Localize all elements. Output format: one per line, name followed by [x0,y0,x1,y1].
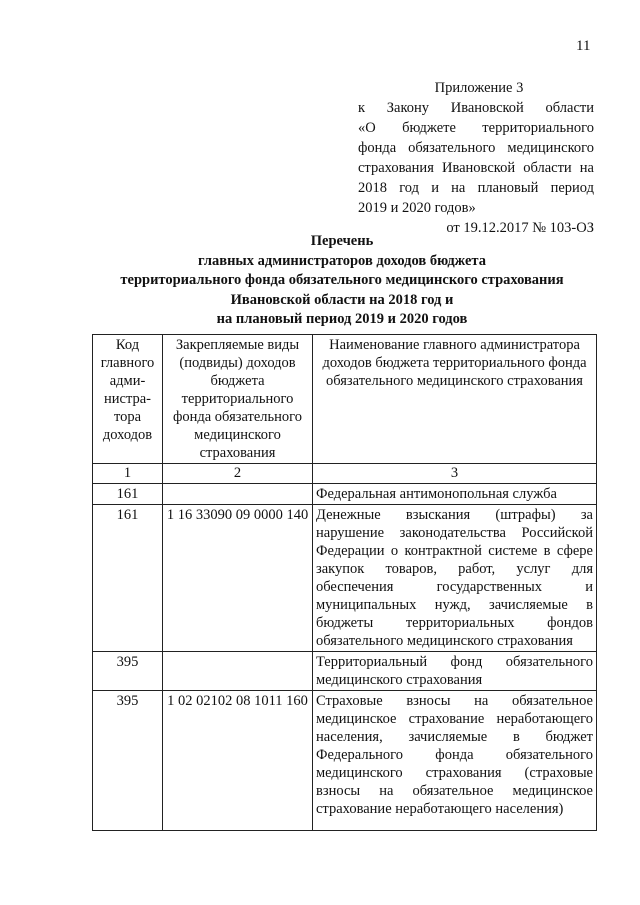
document-title [88,232,596,330]
table-row [93,691,597,831]
column-number: 1 [93,464,163,484]
admin-code-cell: 161 [93,505,163,652]
income-code-cell: 1 02 02102 08 1011 160 [163,691,313,831]
appendix-date-number: от 19.12.2017 № 103-ОЗ [446,220,594,236]
appendix-line: страхования Ивановской области на [358,160,594,176]
header-income-type: Закрепляемые виды (подвиды) доходов бюджета территориального фонда обязательного медицинского страхования [163,335,313,464]
admin-name-cell: Страховые взносы на обязательное медицинское страхование неработающего населения, зачисляемые в бюджет Федерального фонда обязательного медицинского страхования (страховые взносы на обязательное медицинское страхование неработающего населения) [313,691,597,831]
admin-name-cell: Территориальный фонд обязательного медицинского страхования [313,652,597,691]
column-number-row [93,464,597,484]
title-line: Ивановской области на 2018 год и [230,291,454,308]
appendix-line: Приложение 3 [434,80,524,96]
table-row [93,505,597,652]
appendix-line: 2018 год и на плановый период [358,180,594,196]
table-row [93,652,597,691]
admin-name-cell: Федеральная антимонопольная служба [313,484,597,505]
page-number: 11 [576,38,591,54]
income-code-cell: 1 16 33090 09 0000 140 [163,505,313,652]
appendix-block [358,78,594,238]
appendix-line: 2019 и 2020 годов» [358,200,476,216]
admin-name-cell: Денежные взыскания (штрафы) за нарушение законодательства Российской Федерации о контрактной системе в сфере закупок товаров, работ, услуг для обеспечения государственных и муниципальных нужд, зачисляемые в бюджеты территориальных фондов обязательного медицинского страхования [313,505,597,652]
appendix-line: фонда обязательного медицинского [358,140,594,156]
income-code-cell [163,652,313,691]
appendix-line: к Закону Ивановской области [358,100,594,116]
column-number: 2 [163,464,313,484]
header-admin-code: Код главного адми-нистра-тора доходов [93,335,163,464]
administrators-table [92,334,597,831]
income-code-cell [163,484,313,505]
header-admin-name: Наименование главного администратора доходов бюджета территориального фонда обязательного медицинского страхования [313,335,597,464]
admin-code-cell: 395 [93,652,163,691]
title-line: территориального фонда обязательного медицинского страхования [120,272,564,288]
table-row [93,484,597,505]
table-header-row [93,335,597,464]
admin-code-cell: 395 [93,691,163,831]
title-line: Перечень [310,233,374,249]
admin-code-cell: 161 [93,484,163,505]
title-line: на плановый период 2019 и 2020 годов [216,311,468,327]
column-number: 3 [313,464,597,484]
title-line: главных администраторов доходов бюджета [198,252,486,269]
appendix-line: «О бюджете территориального [358,120,594,136]
